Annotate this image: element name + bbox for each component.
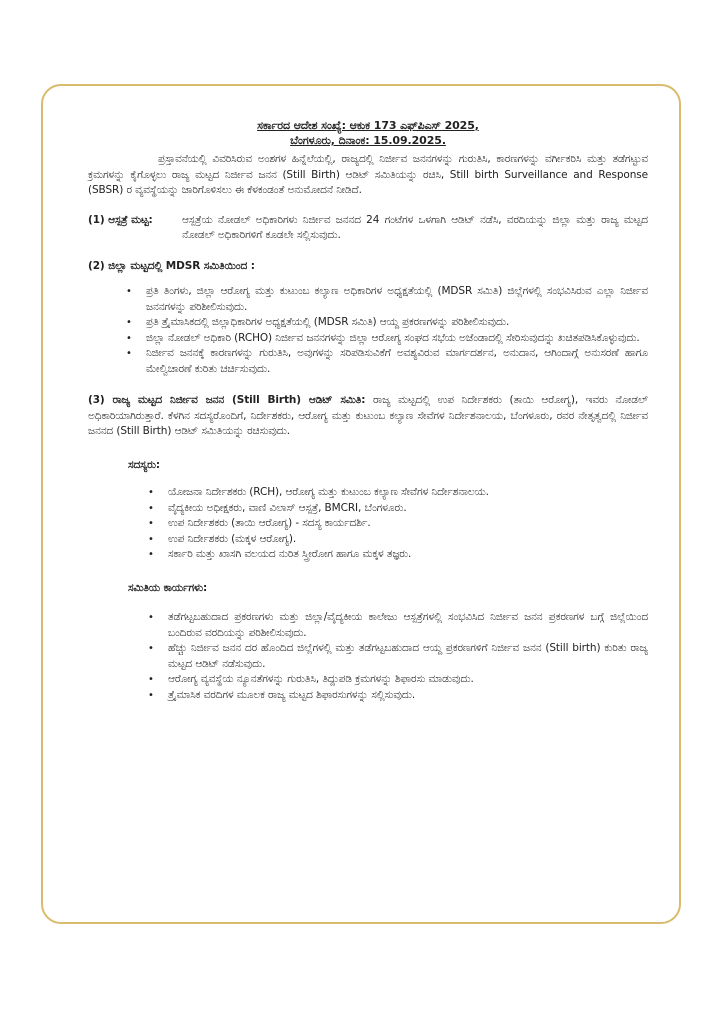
section-title: (1) ಆಸ್ಪತ್ರೆ ಮಟ್ಟ: xyxy=(88,213,153,226)
list-item: • ನಿರ್ಜೀವ ಜನನಕ್ಕೆ ಕಾರಣಗಳನ್ನು ಗುರುತಿಸಿ, ಅವುಗಳನ್ನು ಸರಿಪಡಿಸುವಿಕೆಗೆ ಅವಶ್ಯವಿರುವ ಮಾರ್ಗದರ್ಶನ, ಅನುದಾನ, ಆಗಿಂದಾಗ್ಗೆ ಅನುಸರಣೆ ಹಾಗೂ ಮೇಲ್ವಿಚಾರಣೆ ಕುರಿತು ಚರ್ಚಿಸುವುದು. xyxy=(126,347,648,375)
members-list xyxy=(148,485,648,563)
list-item: • ಹೆಚ್ಚು ನಿರ್ಜೀವ ಜನನ ದರ ಹೊಂದಿದ ಜಿಲ್ಲೆಗಳಲ್ಲಿ ಮತ್ತು ತಡೆಗಟ್ಟಬಹುದಾದ ಆಯ್ದ ಪ್ರಕರಣಗಳಿಗೆ ನಿರ್ಜೀವ ಜನನ (Still birth) ಕುರಿತು ರಾಜ್ಯ ಮಟ್ಟದ ಆಡಿಟ್ ನಡೆಸುವುದು. xyxy=(148,642,648,670)
intro-paragraph: ಪ್ರಸ್ತಾವನೆಯಲ್ಲಿ ವಿವರಿಸಿರುವ ಅಂಶಗಳ ಹಿನ್ನೆಲೆಯಲ್ಲಿ, ರಾಜ್ಯದಲ್ಲಿ ನಿರ್ಜೀವ ಜನನಗಳನ್ನು ಗುರುತಿಸಿ, ಕಾರಣಗಳನ್ನು ವರ್ಗೀಕರಿಸಿ ಮತ್ತು ತಡೆಗಟ್ಟುವ ಕ್ರಮಗಳನ್ನು ಕೈಗೊಳ್ಳಲು ರಾಜ್ಯ ಮಟ್ಟದ ನಿರ್ಜೀವ ಜನನ (Still Birth) ಆಡಿಟ್ ಸಮಿತಿಯನ್ನು ರಚಿಸಿ, Still birth Surveillance and Response (SBSR) ರ ವ್ಯವಸ್ಥೆಯನ್ನು ಜಾರಿಗೊಳಿಸಲು ಈ ಕೆಳಕಂಡಂತೆ ಅನುಮೋದನೆ ನೀಡಿದೆ. xyxy=(88,153,648,196)
list-item: • ಯೋಜನಾ ನಿರ್ದೇಶಕರು (RCH), ಆರೋಗ್ಯ ಮತ್ತು ಕುಟುಂಬ ಕಲ್ಯಾಣ ಸೇವೆಗಳ ನಿರ್ದೇಶನಾಲಯ. xyxy=(148,486,489,498)
list-item: • ಪ್ರತಿ ತಿಂಗಳು, ಜಿಲ್ಲಾ ಆರೋಗ್ಯ ಮತ್ತು ಕುಟುಂಬ ಕಲ್ಯಾಣ ಅಧಿಕಾರಿಗಳ ಅಧ್ಯಕ್ಷತೆಯಲ್ಲಿ (MDSR ಸಮಿತಿ) ಜಿಲ್ಲೆಗಳಲ್ಲಿ ಸಂಭವಿಸಿರುವ ಎಲ್ಲಾ ನಿರ್ಜೀವ ಜನನಗಳನ್ನು ಪರಿಶೀಲಿಸುವುದು. xyxy=(126,285,648,313)
list-item: • ಜಿಲ್ಲಾ ನೋಡಲ್ ಅಧಿಕಾರಿ (RCHO) ನಿರ್ಜೀವ ಜನನಗಳನ್ನು ಜಿಲ್ಲಾ ಆರೋಗ್ಯ ಸಂಘದ ಸಭೆಯ ಅಜೆಂಡಾದಲ್ಲಿ ಸೇರಿಸುವುದನ್ನು ಖಚಿತಪಡಿಸಿಕೊಳ್ಳುವುದು. xyxy=(126,331,640,344)
section-hospital-level xyxy=(88,213,648,244)
list-item: • ತ್ರೈಮಾಸಿಕ ವರದಿಗಳ ಮೂಲಕ ರಾಜ್ಯ ಮಟ್ಟದ ಶಿಫಾರಸುಗಳನ್ನು ಸಲ್ಲಿಸುವುದು. xyxy=(148,688,416,701)
section-district-title: (2) ಜಿಲ್ಲಾ ಮಟ್ಟದಲ್ಲಿ MDSR ಸಮಿತಿಯಿಂದ : xyxy=(88,259,255,272)
section-title: (3) ರಾಜ್ಯ ಮಟ್ಟದ ನಿರ್ಜೀವ ಜನನ (Still Birth) ಆಡಿಟ್ ಸಮಿತಿ: xyxy=(88,394,366,406)
place-date: ಬೆಂಗಳೂರು, ದಿನಾಂಕ: 15.09.2025. xyxy=(290,134,446,147)
section-state-committee xyxy=(88,393,648,440)
list-item: • ಸರ್ಕಾರಿ ಮತ್ತು ಖಾಸಗಿ ವಲಯದ ನುರಿತ ಸ್ತ್ರೀರೋಗ ಹಾಗೂ ಮಕ್ಕಳ ತಜ್ಞರು. xyxy=(148,548,412,560)
section-body: ಆಸ್ಪತ್ರೆಯ ನೋಡಲ್ ಅಧಿಕಾರಿಗಳು ನಿರ್ಜೀವ ಜನನದ 24 ಗಂಟೆಗಳ ಒಳಗಾಗಿ ಆಡಿಟ್ ನಡೆಸಿ, ವರದಿಯನ್ನು ಜಿಲ್ಲಾ ಮತ್ತು ರಾಜ್ಯ ಮಟ್ಟದ ನೋಡಲ್ ಅಧಿಕಾರಿಗಳಿಗೆ ಕೂಡಲೇ ಸಲ್ಲಿಸುವುದು. xyxy=(182,213,648,241)
government-order-text xyxy=(88,118,648,703)
list-item: • ಉಪ ನಿರ್ದೇಶಕರು (ಮಕ್ಕಳ ಆರೋಗ್ಯ). xyxy=(148,532,297,545)
list-item: • ಉಪ ನಿರ್ದೇಶಕರು (ತಾಯಿ ಆರೋಗ್ಯ) - ಸದಸ್ಯ ಕಾರ್ಯದರ್ಶಿ. xyxy=(148,517,371,529)
list-item: • ಪ್ರತಿ ತ್ರೈಮಾಸಿಕದಲ್ಲಿ ಜಿಲ್ಲಾಧಿಕಾರಿಗಳ ಅಧ್ಯಕ್ಷತೆಯಲ್ಲಿ (MDSR ಸಮಿತಿ) ಆಯ್ದ ಪ್ರಕರಣಗಳನ್ನು ಪರಿಶೀಲಿಸುವುದು. xyxy=(126,316,510,328)
list-item: • ಆರೋಗ್ಯ ವ್ಯವಸ್ಥೆಯ ನ್ಯೂನತೆಗಳನ್ನು ಗುರುತಿಸಿ, ತಿದ್ದುಪಡಿ ಕ್ರಮಗಳನ್ನು ಶಿಫಾರಸು ಮಾಡುವುದು. xyxy=(148,673,474,685)
functions-heading: ಸಮಿತಿಯ ಕಾರ್ಯಗಳು: xyxy=(128,581,208,594)
members-heading: ಸದಸ್ಯರು: xyxy=(128,458,160,471)
functions-list xyxy=(148,610,648,703)
list-item: • ತಡೆಗಟ್ಟಬಹುದಾದ ಪ್ರಕರಣಗಳು ಮತ್ತು ಜಿಲ್ಲಾ/ವೈದ್ಯಕೀಯ ಕಾಲೇಜು ಆಸ್ಪತ್ರೆಗಳಲ್ಲಿ ಸಂಭವಿಸಿದ ನಿರ್ಜೀವ ಜನನ ಪ್ರಕರಣಗಳ ಬಗ್ಗೆ ಜಿಲ್ಲೆಯಿಂದ ಬಂದಿರುವ ವರದಿಯನ್ನು ಪರಿಶೀಲಿಸುವುದು. xyxy=(148,611,648,639)
order-number: ಸರ್ಕಾರದ ಆದೇಶ ಸಂಖ್ಯೆ: ಆಕುಕ 173 ಎಫ್‌ಪಿಎಸ್ 2025, xyxy=(257,119,479,132)
section-body: ರಾಜ್ಯ ಮಟ್ಟದಲ್ಲಿ ಉಪ ನಿರ್ದೇಶಕರು (ತಾಯಿ ಆರೋಗ್ಯ), ಇವರು ನೋಡಲ್ ಅಧಿಕಾರಿಯಾಗಿರುತ್ತಾರೆ. ಕೆಳಗಿನ ಸದಸ್ಯರೊಂದಿಗೆ, ನಿರ್ದೇಶಕರು, ಆರೋಗ್ಯ ಮತ್ತು ಕುಟುಂಬ ಕಲ್ಯಾಣ ಸೇವೆಗಳ ನಿರ್ದೇಶನಾಲಯ, ಬೆಂಗಳೂರು, ರವರ ನೇತೃತ್ವದಲ್ಲಿ ನಿರ್ಜೀವ ಜನನದ (Still Birth) ಆಡಿಟ್ ಸಮಿತಿಯನ್ನು ರಚಿಸುವುದು. xyxy=(88,394,648,437)
district-list xyxy=(126,284,648,377)
list-item: • ವೈದ್ಯಕೀಯ ಅಧೀಕ್ಷಕರು, ವಾಣಿ ವಿಲಾಸ್ ಆಸ್ಪತ್ರೆ, BMCRI, ಬೆಂಗಳೂರು. xyxy=(148,501,407,514)
